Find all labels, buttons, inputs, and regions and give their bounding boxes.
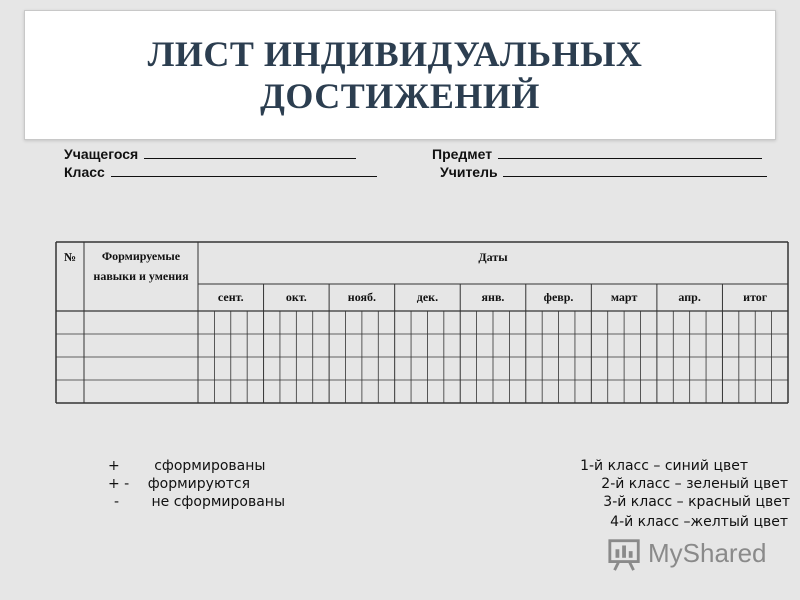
title-line-1: ЛИСТ ИНДИВИДУАЛЬНЫХ xyxy=(147,34,643,74)
skills-header: Формируемые навыки и умения xyxy=(93,249,189,283)
class-label: Класс xyxy=(64,164,105,180)
month-header: нояб. xyxy=(347,290,376,304)
legend-symbol: + - xyxy=(108,476,130,492)
title-line-2: ДОСТИЖЕНИЙ xyxy=(260,76,540,116)
month-header: март xyxy=(610,290,638,304)
legend-symbol: - xyxy=(114,494,120,510)
legend-meaning: не сформированы xyxy=(151,494,286,510)
month-header: дек. xyxy=(416,290,439,304)
subject-label: Предмет xyxy=(432,146,493,162)
legend-mark-3 xyxy=(114,494,285,510)
legend-color-4: 4-й класс –желтый цвет xyxy=(610,514,788,530)
month-header: сент. xyxy=(217,290,244,304)
month-header: окт. xyxy=(285,290,307,304)
month-header: апр. xyxy=(678,290,701,304)
legend-mark-1 xyxy=(108,458,265,474)
month-header: итог xyxy=(743,290,768,304)
legend-meaning: формируются xyxy=(147,476,251,492)
number-header: № xyxy=(63,250,77,264)
legend-symbol: + xyxy=(108,458,120,474)
teacher-label: Учитель xyxy=(440,164,498,180)
legend-color-1: 1-й класс – синий цвет xyxy=(580,458,748,474)
month-header: янв. xyxy=(481,290,505,304)
watermark-text: MyShared xyxy=(648,538,767,568)
legend-meaning: сформированы xyxy=(154,458,266,474)
legend-color-3: 3-й класс – красный цвет xyxy=(603,494,790,510)
month-header: февр. xyxy=(543,290,574,304)
student-label: Учащегося xyxy=(64,146,139,162)
myshared-logo-icon xyxy=(606,536,644,572)
dates-header: Даты xyxy=(478,250,508,264)
legend-color-2: 2-й класс – зеленый цвет xyxy=(601,476,788,492)
legend-mark-2 xyxy=(108,476,250,492)
